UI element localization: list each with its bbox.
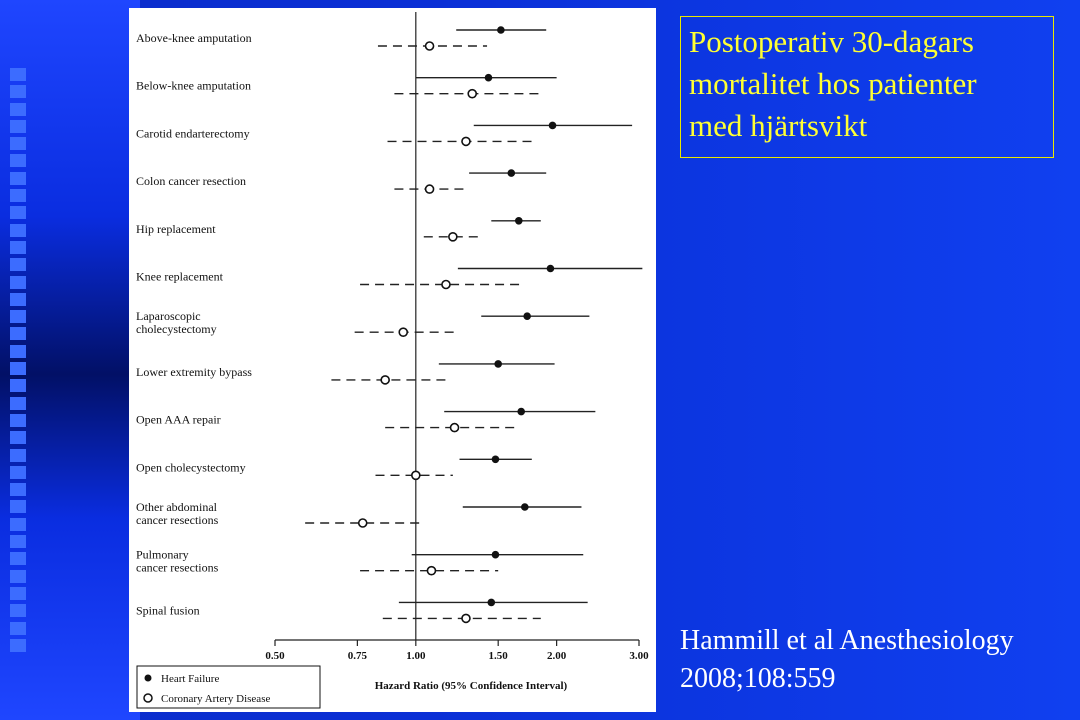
cad-point [426, 42, 434, 50]
x-axis-title: Hazard Ratio (95% Confidence Interval) [374, 680, 568, 692]
category-label: Spinal fusion [136, 603, 200, 618]
citation-line-1: Hammill et al Anesthesiology [680, 625, 1014, 656]
decorative-square [10, 639, 26, 652]
cad-point [427, 567, 435, 575]
category-label: Hip replacement [136, 221, 216, 236]
category-label: Knee replacement [136, 269, 223, 284]
decorative-square [10, 483, 26, 496]
decorative-square [10, 258, 26, 271]
decorative-square [10, 241, 26, 254]
decorative-square [10, 587, 26, 600]
legend-label-heart-failure: Heart Failure [161, 673, 220, 685]
cad-point [442, 281, 450, 289]
decorative-square [10, 362, 26, 375]
heart-failure-point [547, 265, 555, 273]
category-label: Pulmonary [136, 547, 189, 562]
heart-failure-point [523, 312, 531, 320]
decorative-square [10, 449, 26, 462]
x-tick-label: 1.50 [488, 650, 508, 662]
decorative-square [10, 327, 26, 340]
slide-title-box [680, 16, 1054, 158]
category-label: Laparoscopic [136, 309, 201, 324]
slide-title-line-3: med hjärtsvikt [689, 108, 868, 143]
decorative-square [10, 120, 26, 133]
heart-failure-point [517, 408, 525, 416]
category-label: Other abdominal [136, 500, 217, 514]
decorative-square [10, 414, 26, 427]
x-tick-label: 3.00 [629, 650, 649, 662]
category-label: Above-knee amputation [136, 31, 252, 45]
decorative-square [10, 570, 26, 583]
decorative-square [10, 85, 26, 98]
decorative-square [10, 431, 26, 444]
citation [680, 622, 1070, 698]
cad-point [462, 614, 470, 622]
legend-marker-heart-failure [145, 675, 152, 682]
decorative-square [10, 518, 26, 531]
category-label: cancer resections [136, 560, 219, 575]
heart-failure-point [549, 122, 557, 130]
decorative-square [10, 310, 26, 323]
heart-failure-point [487, 599, 495, 607]
cad-point [359, 519, 367, 527]
category-label: Open cholecystectomy [136, 460, 246, 475]
cad-point [449, 233, 457, 241]
x-tick-label: 2.00 [547, 650, 567, 662]
decorative-square [10, 379, 26, 392]
heart-failure-point [515, 217, 523, 225]
cad-point [399, 328, 407, 336]
x-tick-label: 0.75 [347, 650, 367, 662]
forest-plot-svg [129, 8, 656, 712]
cad-point [412, 471, 420, 479]
category-label: Carotid endarterectomy [136, 126, 250, 141]
heart-failure-point [492, 456, 500, 464]
heart-failure-point [494, 360, 502, 368]
citation-line-2: 2008;108:559 [680, 663, 836, 694]
cad-point [451, 424, 459, 432]
decorative-square [10, 622, 26, 635]
decorative-square [10, 154, 26, 167]
decorative-square [10, 68, 26, 81]
cad-point [468, 90, 476, 98]
category-label: Lower extremity bypass [136, 364, 252, 379]
decorative-square [10, 189, 26, 202]
decorative-square [10, 535, 26, 548]
cad-point [462, 137, 470, 145]
category-label: Below-knee amputation [136, 78, 251, 93]
heart-failure-point [507, 169, 515, 177]
x-tick-label: 1.00 [406, 650, 426, 662]
decorative-square [10, 604, 26, 617]
decorative-square [10, 103, 26, 116]
heart-failure-point [497, 26, 505, 34]
decorative-square [10, 552, 26, 565]
decorative-square [10, 293, 26, 306]
cad-point [381, 376, 389, 384]
decorative-square [10, 276, 26, 289]
decorative-square [10, 172, 26, 185]
decorative-square [10, 224, 26, 237]
category-label: cancer resections [136, 513, 219, 527]
cad-point [426, 185, 434, 193]
decorative-square [10, 397, 26, 410]
forest-plot [129, 8, 656, 712]
slide-title-line-2: mortalitet hos patienter [689, 66, 977, 101]
decorative-square [10, 345, 26, 358]
decorative-square [10, 137, 26, 150]
decorative-square [10, 500, 26, 513]
category-label: Colon cancer resection [136, 174, 246, 189]
decorative-square [10, 206, 26, 219]
slide-title-line-1: Postoperativ 30-dagars [689, 24, 974, 59]
decorative-square [10, 466, 26, 479]
x-tick-label: 0.50 [265, 650, 285, 662]
legend-label-cad: Coronary Artery Disease [161, 693, 271, 705]
heart-failure-point [521, 503, 529, 511]
legend-marker-cad [144, 694, 152, 702]
heart-failure-point [485, 74, 493, 82]
heart-failure-point [492, 551, 500, 559]
decorative-square-column [10, 68, 26, 656]
category-label: cholecystectomy [136, 322, 217, 337]
category-label: Open AAA repair [136, 412, 221, 427]
